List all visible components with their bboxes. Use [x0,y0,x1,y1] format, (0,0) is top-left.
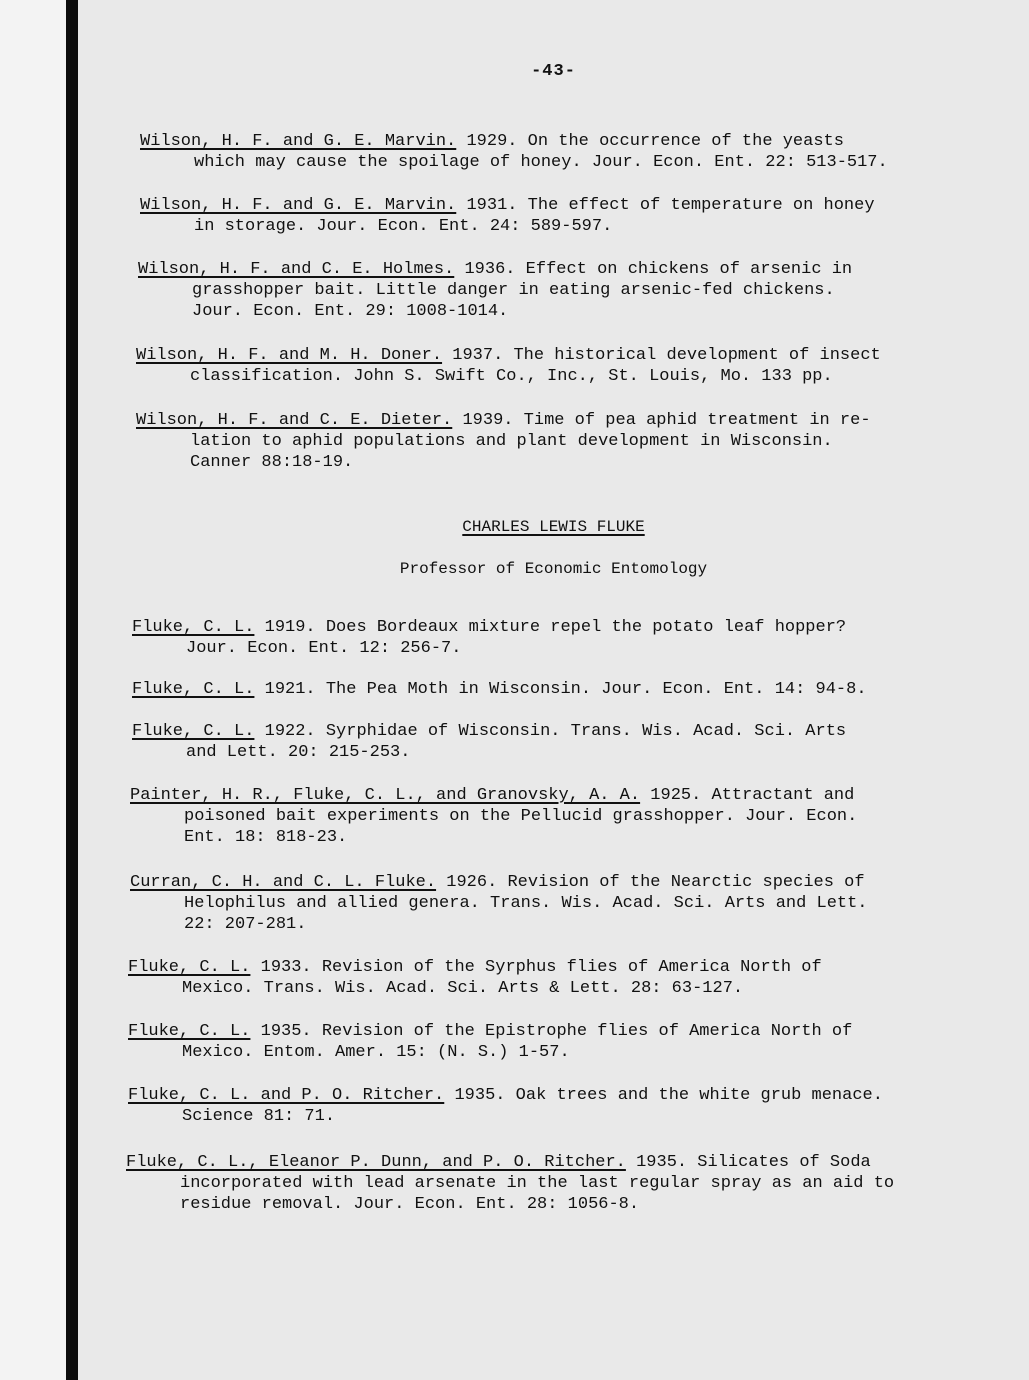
citation-author: Fluke, C. L. [132,680,255,699]
citation-continuation: Ent. 18: 818-23. [184,828,348,847]
citation-continuation: 22: 207-281. [184,915,307,934]
citation-entry [136,345,881,387]
citation-continuation: grasshopper bait. Little danger in eating arsenic-fed chickens. [192,281,835,300]
citation-author: Wilson, H. F. and G. E. Marvin. [140,132,457,151]
citation-entry [136,410,871,473]
citation-entry [128,1021,852,1063]
citation-text: 1926. Revision of the Nearctic species of [436,873,865,892]
citation-text: 1929. On the occurrence of the yeasts [456,132,844,151]
citation-entry [132,679,867,700]
page-number: -43- [531,62,576,81]
binding-edge [66,0,78,1380]
citation-author: Painter, H. R., Fluke, C. L., and Granovsky, A. A. [130,786,641,805]
document-page [78,0,1029,1380]
citation-text: 1935. Silicates of Soda [625,1153,871,1172]
citation-continuation: which may cause the spoilage of honey. Jour. Econ. Ent. 22: 513-517. [194,153,888,172]
citation-text: 1935. Oak trees and the white grub menace. [444,1086,883,1105]
citation-entry [128,957,822,999]
citation-continuation: residue removal. Jour. Econ. Ent. 28: 1056-8. [180,1195,640,1214]
citation-entry [132,721,846,763]
citation-continuation: Canner 88:18-19. [190,453,354,472]
citation-entry [130,785,857,848]
citation-text: 1919. Does Bordeaux mixture repel the potato leaf hopper? [254,618,847,637]
citation-continuation: incorporated with lead arsenate in the last regular spray as an aid to [180,1174,895,1193]
citation-author: Wilson, H. F. and C. E. Dieter. [136,411,453,430]
citation-text: 1933. Revision of the Syrphus flies of America North of [250,958,822,977]
citation-author: Fluke, C. L. [128,1022,251,1041]
citation-author: Curran, C. H. and C. L. Fluke. [130,873,437,892]
citation-entry [126,1152,894,1215]
citation-continuation: lation to aphid populations and plant development in Wisconsin. [190,432,833,451]
citation-continuation: classification. John S. Swift Co., Inc., St. Louis, Mo. 133 pp. [190,367,833,386]
citation-author: Wilson, H. F. and C. E. Holmes. [138,260,455,279]
citation-text: 1922. Syrphidae of Wisconsin. Trans. Wis. Acad. Sci. Arts [254,722,847,741]
citation-author: Fluke, C. L. [132,618,255,637]
citation-author: Fluke, C. L. [132,722,255,741]
citation-text: 1939. Time of pea aphid treatment in re- [452,411,871,430]
citation-continuation: and Lett. 20: 215-253. [186,743,411,762]
citation-entry [128,1085,883,1127]
citation-entry [138,259,852,322]
citation-entry [132,617,846,659]
citation-continuation: Mexico. Trans. Wis. Acad. Sci. Arts & Lett. 28: 63-127. [182,979,744,998]
citation-text: 1936. Effect on chickens of arsenic in [454,260,853,279]
section-heading: CHARLES LEWIS FLUKE [462,518,645,536]
citation-author: Fluke, C. L. [128,958,251,977]
citation-continuation: Jour. Econ. Ent. 29: 1008-1014. [192,302,509,321]
citation-continuation: poisoned bait experiments on the Pellucid grasshopper. Jour. Econ. [184,807,858,826]
citation-author: Fluke, C. L. and P. O. Ritcher. [128,1086,445,1105]
citation-continuation: Jour. Econ. Ent. 12: 256-7. [186,639,462,658]
citation-text: 1921. The Pea Moth in Wisconsin. Jour. Econ. Ent. 14: 94-8. [254,680,867,699]
citation-entry [140,195,875,237]
citation-author: Wilson, H. F. and G. E. Marvin. [140,196,457,215]
citation-author: Fluke, C. L., Eleanor P. Dunn, and P. O. Ritcher. [126,1153,626,1172]
section-subheading: Professor of Economic Entomology [399,560,708,578]
citation-continuation: Mexico. Entom. Amer. 15: (N. S.) 1-57. [182,1043,570,1062]
citation-continuation: Science 81: 71. [182,1107,336,1126]
citation-text: 1925. Attractant and [640,786,855,805]
citation-text: 1937. The historical development of insect [442,346,881,365]
citation-entry [130,872,868,935]
citation-entry [140,131,888,173]
citation-author: Wilson, H. F. and M. H. Doner. [136,346,443,365]
page-margin [0,0,66,1380]
citation-continuation: Helophilus and allied genera. Trans. Wis. Acad. Sci. Arts and Lett. [184,894,868,913]
citation-continuation: in storage. Jour. Econ. Ent. 24: 589-597. [194,217,613,236]
citation-text: 1935. Revision of the Epistrophe flies of America North of [250,1022,853,1041]
citation-text: 1931. The effect of temperature on honey [456,196,875,215]
